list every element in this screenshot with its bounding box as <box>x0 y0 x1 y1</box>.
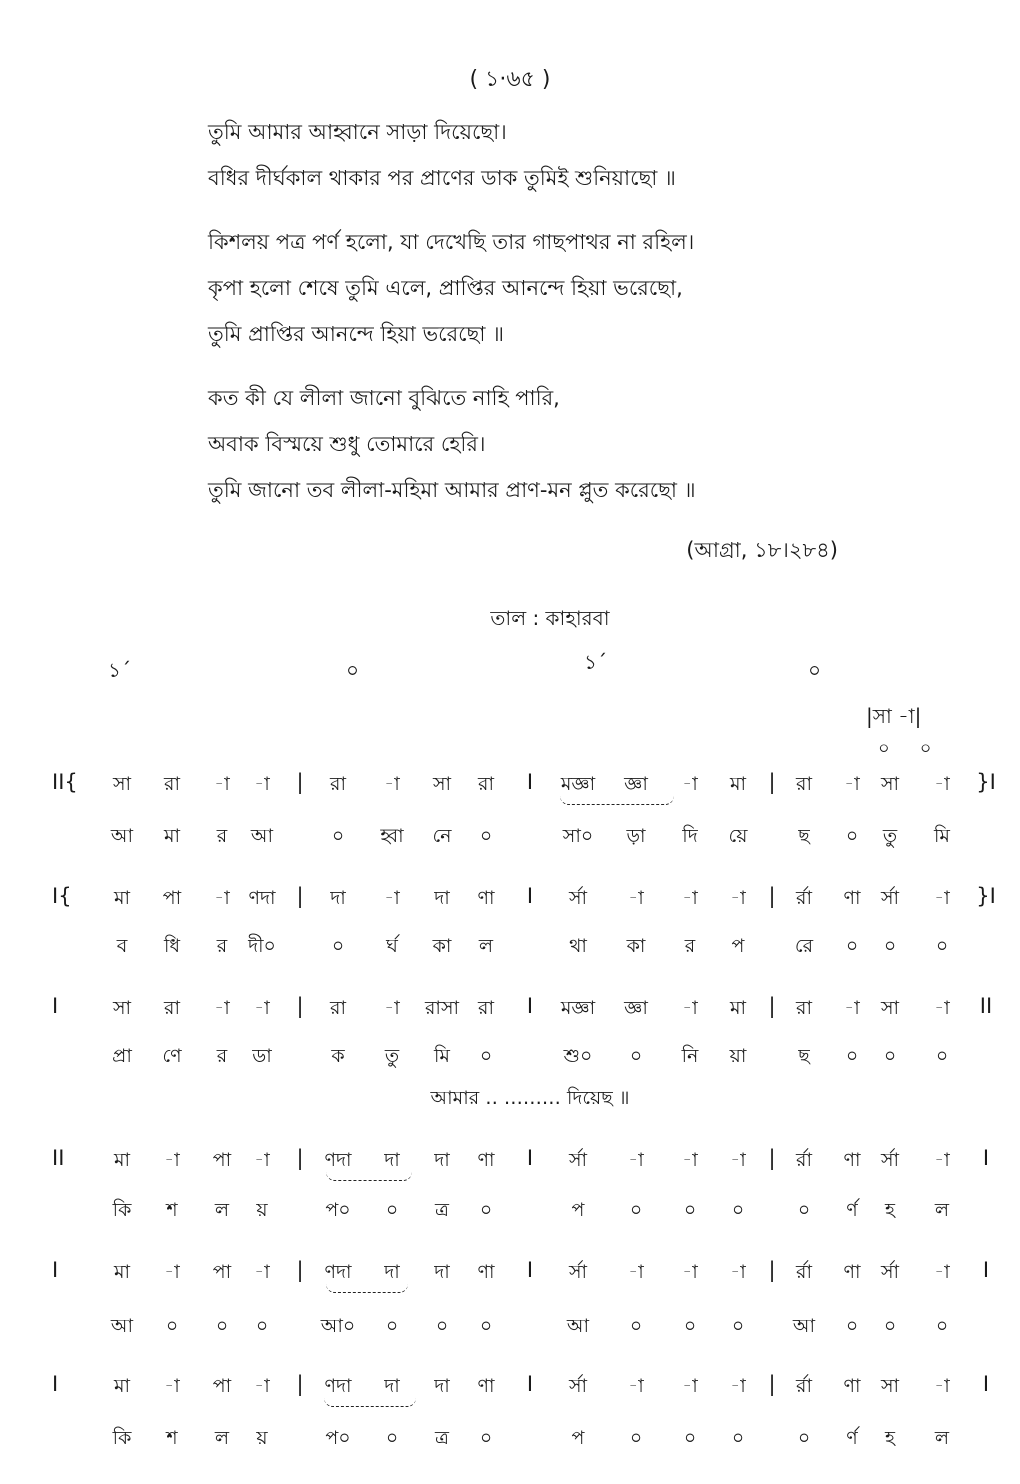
lyric-syllable: মি <box>434 1045 450 1067</box>
notation-row <box>0 1146 1020 1178</box>
lyric-syllable: ধি <box>163 935 181 957</box>
bar-line: | <box>768 1258 776 1282</box>
swara-note: -া <box>254 1261 270 1283</box>
lyric-syllable: ০ <box>797 1427 811 1449</box>
swara-note: সা <box>880 997 900 1019</box>
lyric-syllable: ক <box>331 1045 345 1067</box>
swara-note: র্রা <box>796 887 812 909</box>
row-start-symbol: I <box>52 994 59 1018</box>
lyric-syllable: ০ <box>385 1315 399 1337</box>
swara-note: জ্ঞা <box>624 773 648 795</box>
lyric-syllable: নি <box>681 1045 699 1067</box>
swara-note: দা <box>434 1261 450 1283</box>
swara-note: -া <box>384 997 400 1019</box>
swara-note: রা <box>478 997 494 1019</box>
swara-note: দা <box>384 1375 400 1397</box>
beat-marker: ১´ <box>108 658 131 682</box>
composition-date: (আগ্রা, ১৮।২৮৪) <box>686 538 838 562</box>
upbeat-beats <box>878 734 961 765</box>
bar-line: I <box>526 1258 534 1282</box>
lyric-syllable: ০ <box>215 1315 229 1337</box>
verse-line: কৃপা হলো শেষে তুমি এলে, প্রাপ্তির আনন্দে হিয়া ভরেছো, <box>208 276 683 300</box>
swara-note: -া <box>682 1149 698 1171</box>
swara-note: র্সা <box>568 887 588 909</box>
lyric-syllable: ত্র <box>435 1427 449 1449</box>
lyric-syllable: ০ <box>683 1315 697 1337</box>
beat-marker: ০ <box>808 658 822 682</box>
lyric-syllable: ০ <box>845 825 859 847</box>
swara-note: -া <box>628 1149 644 1171</box>
bar-line: | <box>768 770 776 794</box>
lyric-syllable-row <box>0 822 1020 854</box>
swara-note: -া <box>730 887 746 909</box>
lyric-syllable: দী০ <box>248 935 276 957</box>
lyric-syllable: ০ <box>479 825 493 847</box>
lyric-syllable: ল <box>214 1199 230 1221</box>
swara-note: -া <box>934 773 950 795</box>
lyric-syllable: হ্বা <box>380 825 404 847</box>
lyric-syllable: ০ <box>797 1199 811 1221</box>
swara-note: -া <box>254 773 270 795</box>
bar-line: | <box>296 1372 304 1396</box>
lyric-syllable-row <box>0 1424 1020 1456</box>
lyric-syllable: ০ <box>883 1315 897 1337</box>
bar-line: I <box>526 994 534 1018</box>
swara-note: জ্ঞা <box>624 997 648 1019</box>
lyric-syllable: ০ <box>883 1045 897 1067</box>
lyric-syllable: ০ <box>629 1315 643 1337</box>
verse-line: কিশলয় পত্র পর্ণ হলো, যা দেখেছি তার গাছপাথর না রহিল। <box>208 230 695 254</box>
swara-note: র্সা <box>880 1261 900 1283</box>
swara-note: -া <box>844 997 860 1019</box>
swara-note: ণা <box>843 1149 861 1171</box>
meend-slur <box>560 796 674 805</box>
beat-marker: ১´ <box>584 650 607 674</box>
swara-note: র্রা <box>796 1261 812 1283</box>
swara-note: পা <box>212 1375 232 1397</box>
lyric-syllable-row <box>0 1312 1020 1344</box>
meend-slur <box>324 1398 416 1407</box>
notation-row <box>0 1258 1020 1290</box>
bar-line: | <box>296 1146 304 1170</box>
swara-note: -া <box>934 1375 950 1397</box>
lyric-syllable: শ <box>166 1199 178 1221</box>
lyric-syllable: র <box>216 1045 228 1067</box>
lyric-syllable-row <box>0 1196 1020 1228</box>
lyric-syllable: ড়া <box>626 825 646 847</box>
swara-note: -া <box>730 1375 746 1397</box>
lyric-syllable: ০ <box>629 1427 643 1449</box>
meend-slur <box>326 1172 412 1181</box>
lyric-syllable: য় <box>256 1427 268 1449</box>
swara-note: পা <box>212 1261 232 1283</box>
swara-note: র্রা <box>796 1149 812 1171</box>
lyric-syllable: প০ <box>325 1199 351 1221</box>
lyric-syllable: র <box>684 935 696 957</box>
lyric-syllable: আ <box>792 1315 816 1337</box>
bar-line: I <box>526 884 534 908</box>
lyric-syllable: ল <box>934 1427 950 1449</box>
swara-note: ণদা <box>324 1149 352 1171</box>
swara-note: রা <box>164 773 180 795</box>
lyric-syllable: ০ <box>479 1427 493 1449</box>
swara-note: ণা <box>477 1149 495 1171</box>
tala-heading: তাল : কাহারবা <box>490 606 610 630</box>
lyric-syllable: ০ <box>731 1199 745 1221</box>
lyric-syllable: ল <box>214 1427 230 1449</box>
lyric-syllable: য় <box>256 1199 268 1221</box>
swara-note: -া <box>384 887 400 909</box>
swara-note: র্সা <box>568 1149 588 1171</box>
swara-note: রাসা <box>424 997 460 1019</box>
swara-note: দা <box>330 887 346 909</box>
swara-note: -া <box>682 1261 698 1283</box>
lyric-syllable: ডা <box>252 1045 272 1067</box>
bar-line: | <box>768 994 776 1018</box>
lyric-syllable: ০ <box>255 1315 269 1337</box>
lyric-syllable-row <box>0 932 1020 964</box>
lyric-syllable: রে <box>794 935 814 957</box>
notation-row <box>0 770 1020 802</box>
swara-note: র্সা <box>568 1375 588 1397</box>
swara-note: দা <box>384 1149 400 1171</box>
swara-note: সা <box>112 997 132 1019</box>
lyric-syllable: শ <box>166 1427 178 1449</box>
bar-line: I <box>526 1146 534 1170</box>
lyric-syllable: ০ <box>385 1427 399 1449</box>
lyric-syllable: ০ <box>845 1315 859 1337</box>
row-start-symbol: II{ <box>52 770 78 794</box>
page-number: ( ১·৬৫ ) <box>469 67 551 92</box>
swara-note: -া <box>628 1375 644 1397</box>
swara-note: ণা <box>477 1261 495 1283</box>
swara-note: -া <box>628 1261 644 1283</box>
swara-note: -া <box>934 1149 950 1171</box>
swara-note: -া <box>934 887 950 909</box>
swara-note: -া <box>164 1375 180 1397</box>
lyric-syllable: ০ <box>385 1199 399 1221</box>
lyric-syllable: ০ <box>935 1315 949 1337</box>
lyric-syllable: প <box>571 1427 585 1449</box>
bar-line: | <box>768 884 776 908</box>
lyric-syllable: ব <box>116 935 128 957</box>
lyric-syllable: ছ <box>798 1045 810 1067</box>
swara-note: ণদা <box>248 887 276 909</box>
swara-note: -া <box>682 997 698 1019</box>
swara-note: ণা <box>843 887 861 909</box>
lyric-syllable: কা <box>432 935 452 957</box>
swara-note: -া <box>628 887 644 909</box>
swara-note: -া <box>934 997 950 1019</box>
swara-note: -া <box>682 1375 698 1397</box>
lyric-syllable: ০ <box>629 1199 643 1221</box>
lyric-syllable: মি <box>934 825 950 847</box>
swara-note: সা <box>432 773 452 795</box>
swara-note: রা <box>164 997 180 1019</box>
verse-line: তুমি আমার আহ্বানে সাড়া দিয়েছো। <box>208 120 507 144</box>
lyric-syllable: ০ <box>683 1427 697 1449</box>
lyric-syllable: কি <box>112 1199 132 1221</box>
row-start-symbol: I <box>52 1372 59 1396</box>
swara-note: -া <box>730 1149 746 1171</box>
swara-note: ণা <box>477 1375 495 1397</box>
lyric-syllable: ণে <box>162 1045 182 1067</box>
bar-line: | <box>296 994 304 1018</box>
lyric-syllable: কি <box>112 1427 132 1449</box>
lyric-syllable: নে <box>432 825 452 847</box>
swara-note: রা <box>796 997 812 1019</box>
lyric-syllable: ০ <box>935 935 949 957</box>
swara-note: দা <box>434 1149 450 1171</box>
notation-row <box>0 884 1020 916</box>
row-end-symbol: I <box>982 1258 990 1282</box>
swara-note: র্সা <box>880 1149 900 1171</box>
swara-note: -া <box>164 1261 180 1283</box>
swara-note: -া <box>214 887 230 909</box>
lyric-syllable: ০ <box>731 1427 745 1449</box>
swara-note: মজ্ঞা <box>560 997 596 1019</box>
swara-note: ণা <box>477 887 495 909</box>
swara-note: ণদা <box>324 1375 352 1397</box>
swara-note: -া <box>214 773 230 795</box>
lyric-syllable: শু০ <box>563 1045 593 1067</box>
beat-marker: ০ <box>346 658 360 682</box>
lyric-syllable: হ <box>885 1427 895 1449</box>
lyric-syllable: তু <box>384 1045 400 1067</box>
lyric-syllable: ০ <box>629 1045 643 1067</box>
swara-note: মজ্ঞা <box>560 773 596 795</box>
swara-note: দা <box>384 1261 400 1283</box>
swara-note: -া <box>384 773 400 795</box>
lyric-syllable: ০ <box>479 1199 493 1221</box>
swara-note: -া <box>682 773 698 795</box>
row-start-symbol: I <box>52 1258 59 1282</box>
lyric-syllable: মা <box>163 825 181 847</box>
swara-note: ণা <box>843 1375 861 1397</box>
lyric-syllable: থা <box>569 935 587 957</box>
lyric-syllable: র্ণ <box>846 1199 858 1221</box>
bar-line: | <box>768 1146 776 1170</box>
lyric-syllable: ছ <box>798 825 810 847</box>
lyric-syllable: ০ <box>935 1045 949 1067</box>
row-start-symbol: II <box>52 1146 65 1170</box>
bar-line: I <box>526 1372 534 1396</box>
upbeat-beat: ০ <box>878 738 920 759</box>
lyric-syllable: দি <box>682 825 698 847</box>
swara-note: রা <box>478 773 494 795</box>
swara-note: দা <box>434 887 450 909</box>
swara-note: সা <box>880 773 900 795</box>
swara-note: মা <box>729 773 747 795</box>
bar-line: | <box>296 770 304 794</box>
swara-note: রা <box>796 773 812 795</box>
lyric-syllable: ত্র <box>435 1199 449 1221</box>
swara-note: পা <box>162 887 182 909</box>
swara-note: র্সা <box>568 1261 588 1283</box>
lyric-syllable: ০ <box>331 825 345 847</box>
swara-note: -া <box>254 1149 270 1171</box>
row-end-symbol: }I <box>976 884 996 908</box>
row-end-symbol: }I <box>976 770 996 794</box>
swara-note: রা <box>330 773 346 795</box>
swara-note: ণদা <box>324 1261 352 1283</box>
swara-note: রা <box>330 997 346 1019</box>
lyric-syllable: প <box>731 935 745 957</box>
lyric-syllable: হ <box>885 1199 895 1221</box>
lyric-syllable: কা <box>626 935 646 957</box>
lyric-syllable: আ <box>566 1315 590 1337</box>
lyric-syllable: য়ে <box>728 825 748 847</box>
verse-line: তুমি জানো তব লীলা-মহিমা আমার প্রাণ-মন প্লুত করেছো ॥ <box>208 478 696 502</box>
verse-line: তুমি প্রাপ্তির আনন্দে হিয়া ভরেছো ॥ <box>208 322 504 346</box>
lyric-syllable: ০ <box>479 1045 493 1067</box>
row-end-symbol: II <box>979 994 993 1018</box>
swara-note: -া <box>682 887 698 909</box>
swara-note: মা <box>113 1149 131 1171</box>
lyric-syllable-row <box>0 1042 1020 1074</box>
refrain-line: আমার ‥ ……… দিয়েছ ॥ <box>430 1087 630 1109</box>
lyric-syllable: প্রা <box>112 1045 132 1067</box>
verse-line: অবাক বিস্ময়ে শুধু তোমারে হেরি। <box>208 432 486 456</box>
lyric-syllable: প <box>571 1199 585 1221</box>
swara-note: দা <box>434 1375 450 1397</box>
swara-note: -া <box>214 997 230 1019</box>
lyric-syllable: র্ণ <box>846 1427 858 1449</box>
swara-note: মা <box>113 1261 131 1283</box>
lyric-syllable: ০ <box>683 1199 697 1221</box>
swara-note: -া <box>730 1261 746 1283</box>
lyric-syllable: ০ <box>435 1315 449 1337</box>
lyric-syllable: প০ <box>325 1427 351 1449</box>
upbeat-notes: |সা -া| <box>866 704 922 728</box>
lyric-syllable: ল <box>934 1199 950 1221</box>
swara-note: ণা <box>843 1261 861 1283</box>
swara-note: -া <box>254 1375 270 1397</box>
lyric-syllable: ০ <box>165 1315 179 1337</box>
verse-line: বধির দীর্ঘকাল থাকার পর প্রাণের ডাক তুমিই শুনিয়াছো ॥ <box>208 166 676 190</box>
upbeat-beat: ০ <box>919 738 962 759</box>
bar-line: | <box>296 1258 304 1282</box>
swara-note: -া <box>254 997 270 1019</box>
lyric-syllable: ০ <box>883 935 897 957</box>
row-end-symbol: I <box>982 1146 990 1170</box>
swara-note: সা <box>880 1375 900 1397</box>
meend-slur <box>326 1284 408 1293</box>
lyric-syllable: তু <box>882 825 898 847</box>
notation-row <box>0 1372 1020 1404</box>
row-start-symbol: I{ <box>52 884 72 908</box>
bar-line: | <box>768 1372 776 1396</box>
swara-note: -া <box>844 773 860 795</box>
swara-note: র্সা <box>880 887 900 909</box>
swara-note: মা <box>729 997 747 1019</box>
lyric-syllable: ০ <box>845 1045 859 1067</box>
swara-note: মা <box>113 887 131 909</box>
lyric-syllable: ০ <box>479 1315 493 1337</box>
lyric-syllable: আ <box>110 825 134 847</box>
lyric-syllable: র <box>216 935 228 957</box>
swara-note: -া <box>164 1149 180 1171</box>
lyric-syllable: আ <box>110 1315 134 1337</box>
swara-note: -া <box>934 1261 950 1283</box>
notation-row <box>0 994 1020 1026</box>
lyric-syllable: র্ঘ <box>386 935 398 957</box>
lyric-syllable: য়া <box>729 1045 747 1067</box>
lyric-syllable: ০ <box>331 935 345 957</box>
bar-line: I <box>526 770 534 794</box>
lyric-syllable: ০ <box>731 1315 745 1337</box>
verse-line: কত কী যে লীলা জানো বুঝিতে নাহি পারি, <box>208 386 560 410</box>
lyric-syllable: আ <box>250 825 274 847</box>
swara-note: সা <box>112 773 132 795</box>
swara-note: র্রা <box>796 1375 812 1397</box>
lyric-syllable: আ০ <box>320 1315 356 1337</box>
lyric-syllable: ০ <box>845 935 859 957</box>
lyric-syllable: সা০ <box>562 825 594 847</box>
swara-note: মা <box>113 1375 131 1397</box>
swara-note: পা <box>212 1149 232 1171</box>
bar-line: | <box>296 884 304 908</box>
lyric-syllable: র <box>216 825 228 847</box>
lyric-syllable: ল <box>478 935 494 957</box>
row-end-symbol: I <box>982 1372 990 1396</box>
